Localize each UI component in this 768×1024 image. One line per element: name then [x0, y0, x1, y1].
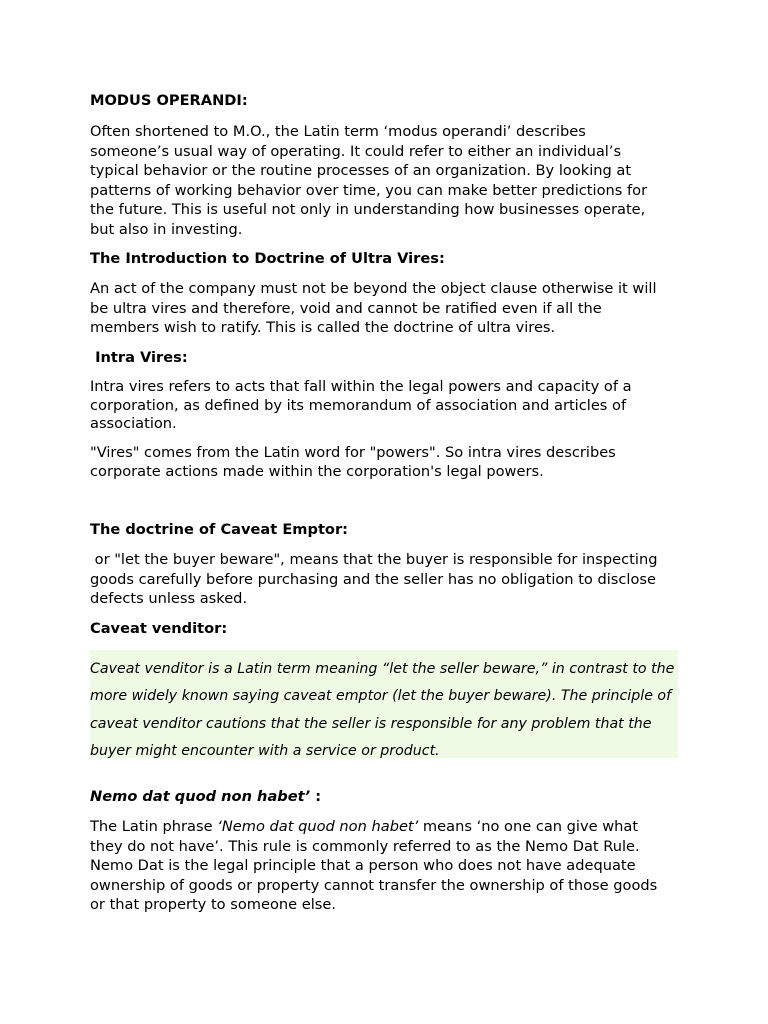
text-line: more widely known saying caveat emptor (let the buyer beware). The principle of: [90, 688, 672, 705]
text-line: Intra vires refers to acts that fall within the legal powers and capacity of a: [90, 378, 632, 395]
text-line: defects unless asked.: [90, 590, 248, 608]
text-line: patterns of working behavior over time, you can make better predictions for: [90, 181, 648, 199]
text-line: typical behavior or the routine processes of an organization. By looking at: [90, 162, 632, 180]
paragraph-intra-vires-definition: [90, 378, 682, 434]
text-line: members wish to ratify. This is called the doctrine of ultra vires.: [90, 319, 556, 337]
text-line: An act of the company must not be beyond the object clause otherwise it will: [90, 280, 657, 297]
text-line: someone’s usual way of operating. It could refer to either an individual’s: [90, 142, 622, 160]
paragraph-modus-operandi: [90, 122, 682, 240]
paragraph-nemo-dat: [90, 817, 682, 915]
text-line: or that property to someone else.: [90, 896, 337, 914]
heading-intra-vires: Intra Vires:: [90, 349, 188, 366]
text-line: Nemo Dat is the legal principle that a person who does not have adequate: [90, 857, 636, 875]
heading-modus-operandi: MODUS OPERANDI:: [90, 92, 248, 109]
text-line: [90, 817, 682, 837]
text-span: means ‘no one can give what: [418, 818, 639, 835]
paragraph-intra-vires-origin: [90, 444, 682, 481]
text-line: goods carefully before purchasing and the seller has no obligation to disclose: [90, 570, 656, 588]
text-span-italic: ‘Nemo dat quod non habet’: [217, 818, 419, 835]
text-line: Often shortened to M.O., the Latin term ‘modus operandi’ describes: [90, 123, 586, 140]
text-line: the future. This is useful not only in understanding how businesses operate,: [90, 201, 646, 219]
heading-nemo-dat-italic: Nemo dat quod non habet’: [90, 788, 311, 805]
text-line: but also in investing.: [90, 220, 243, 238]
text-line: or "let the buyer beware", means that the buyer is responsible for inspecting: [90, 551, 658, 568]
text-line: buyer might encounter with a service or product.: [90, 743, 440, 760]
paragraph-caveat-emptor: [90, 550, 682, 609]
heading-caveat-emptor: The doctrine of Caveat Emptor:: [90, 521, 348, 538]
heading-nemo-dat: [90, 787, 321, 807]
text-span: The Latin phrase: [90, 818, 218, 835]
text-line: Caveat venditor is a Latin term meaning “let the seller beware,” in contrast to the: [90, 661, 675, 677]
text-line: corporate actions made within the corporation's legal powers.: [90, 462, 544, 480]
text-line: ownership of goods or property cannot transfer the ownership of those goods: [90, 876, 658, 894]
highlighted-quote: [90, 650, 678, 758]
text-line: caveat venditor cautions that the seller is responsible for any problem that the: [90, 715, 652, 732]
heading-nemo-dat-suffix: :: [310, 788, 322, 805]
text-line: they do not have’. This rule is commonly referred to as the Nemo Dat Rule.: [90, 837, 640, 855]
text-line: association.: [90, 415, 177, 433]
text-line: corporation, as defined by its memorandum of association and articles of: [90, 396, 627, 414]
heading-ultra-vires: The Introduction to Doctrine of Ultra Vires:: [90, 250, 445, 267]
heading-caveat-venditor: Caveat venditor:: [90, 620, 228, 637]
text-line: "Vires" comes from the Latin word for "powers". So intra vires describes: [90, 444, 616, 461]
text-line: be ultra vires and therefore, void and cannot be ratified even if all the: [90, 299, 602, 317]
paragraph-ultra-vires: [90, 279, 682, 338]
